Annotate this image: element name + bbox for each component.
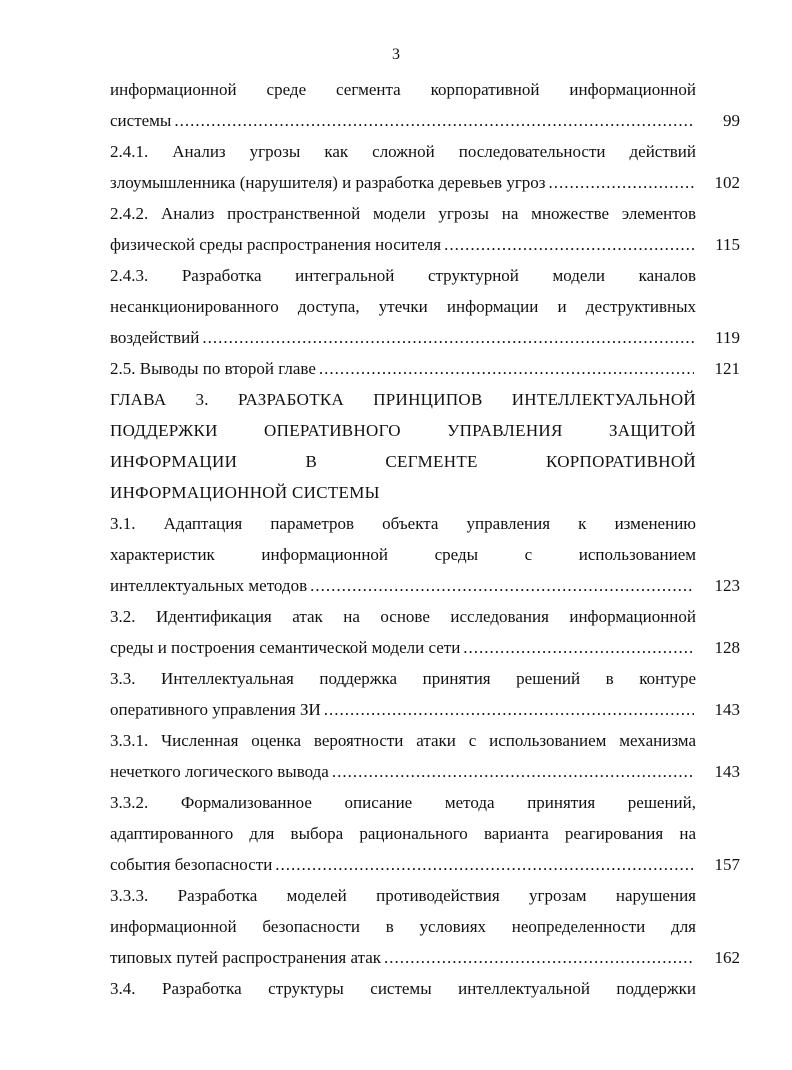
toc-page-number: 123 xyxy=(714,576,740,595)
toc-line-text: физической среды распространения носителя xyxy=(110,235,442,254)
toc-line xyxy=(110,756,696,787)
toc-page-number: 128 xyxy=(714,638,740,657)
chapter-heading-line: ИНФОРМАЦИИ В СЕГМЕНТЕ КОРПОРАТИВНОЙ xyxy=(110,452,696,471)
toc-line xyxy=(110,229,696,260)
toc-line xyxy=(110,942,696,973)
chapter-heading-line: ПОДДЕРЖКИ ОПЕРАТИВНОГО УПРАВЛЕНИЯ ЗАЩИТОЙ xyxy=(110,421,696,440)
toc-page-number: 115 xyxy=(715,235,740,254)
page-number: 3 xyxy=(392,46,400,63)
dot-leader xyxy=(549,167,694,198)
toc-page-number: 121 xyxy=(714,359,740,378)
chapter-heading-line: ГЛАВА 3. РАЗРАБОТКА ПРИНЦИПОВ ИНТЕЛЛЕКТУАЛЬНОЙ xyxy=(110,390,696,409)
toc-line: 2.4.1. Анализ угрозы как сложной последовательности действий xyxy=(110,142,696,161)
toc-line: информационной среде сегмента корпоративной информационной xyxy=(110,80,696,99)
dot-leader xyxy=(310,570,694,601)
toc-line: 3.3. Интеллектуальная поддержка принятия решений в контуре xyxy=(110,669,696,688)
toc-line: 3.3.3. Разработка моделей противодействия угрозам нарушения xyxy=(110,886,696,905)
toc-line-text: среды и построения семантической модели сети xyxy=(110,638,461,657)
toc-page-number: 157 xyxy=(714,855,740,874)
toc-line xyxy=(110,694,696,725)
toc-line: 2.4.3. Разработка интегральной структурной модели каналов xyxy=(110,266,696,285)
toc-line xyxy=(110,570,696,601)
toc-line-text: системы xyxy=(110,111,172,130)
toc-line: 3.3.2. Формализованное описание метода принятия решений, xyxy=(110,793,696,812)
toc-line-text: события безопасности xyxy=(110,855,273,874)
dot-leader xyxy=(463,632,694,663)
toc-page-number: 102 xyxy=(714,173,740,192)
toc-line: 2.4.2. Анализ пространственной модели угрозы на множестве элементов xyxy=(110,204,696,223)
toc-line: несанкционированного доступа, утечки информации и деструктивных xyxy=(110,297,696,316)
toc-line-text: интеллектуальных методов xyxy=(110,576,308,595)
toc-line xyxy=(110,632,696,663)
toc-page-number: 119 xyxy=(715,328,740,347)
dot-leader xyxy=(324,694,694,725)
toc-line-text: 2.5. Выводы по второй главе xyxy=(110,359,316,378)
toc-line: 3.1. Адаптация параметров объекта управления к изменению xyxy=(110,514,696,533)
dot-leader xyxy=(332,756,694,787)
dot-leader xyxy=(202,322,694,353)
dot-leader xyxy=(319,353,694,384)
toc-line: характеристик информационной среды с использованием xyxy=(110,545,696,564)
toc-page-number: 162 xyxy=(714,948,740,967)
dot-leader xyxy=(174,105,694,136)
toc-line xyxy=(110,353,696,384)
toc-line-text: типовых путей распространения атак xyxy=(110,948,382,967)
dot-leader xyxy=(384,942,694,973)
chapter-heading-line: ИНФОРМАЦИОННОЙ СИСТЕМЫ xyxy=(110,483,380,502)
toc-line xyxy=(110,322,696,353)
toc-line-text: оперативного управления ЗИ xyxy=(110,700,321,719)
toc-line: 3.3.1. Численная оценка вероятности атаки с использованием механизма xyxy=(110,731,696,750)
toc-line-text: злоумышленника (нарушителя) и разработка деревьев угроз xyxy=(110,173,546,192)
toc-line-text: воздействий xyxy=(110,328,200,347)
toc-page-number: 143 xyxy=(714,762,740,781)
toc-line: 3.2. Идентификация атак на основе исследования информационной xyxy=(110,607,696,626)
dot-leader xyxy=(275,849,694,880)
toc-line xyxy=(110,105,696,136)
toc-line-text: нечеткого логического вывода xyxy=(110,762,329,781)
toc-line xyxy=(110,849,696,880)
toc-line xyxy=(110,167,696,198)
toc-line: адаптированного для выбора рационального варианта реагирования на xyxy=(110,824,696,843)
toc-page-number: 99 xyxy=(723,111,740,130)
dot-leader xyxy=(444,229,694,260)
toc-page-number: 143 xyxy=(714,700,740,719)
toc-line: информационной безопасности в условиях неопределенности для xyxy=(110,917,696,936)
toc-line: 3.4. Разработка структуры системы интеллектуальной поддержки xyxy=(110,979,696,998)
